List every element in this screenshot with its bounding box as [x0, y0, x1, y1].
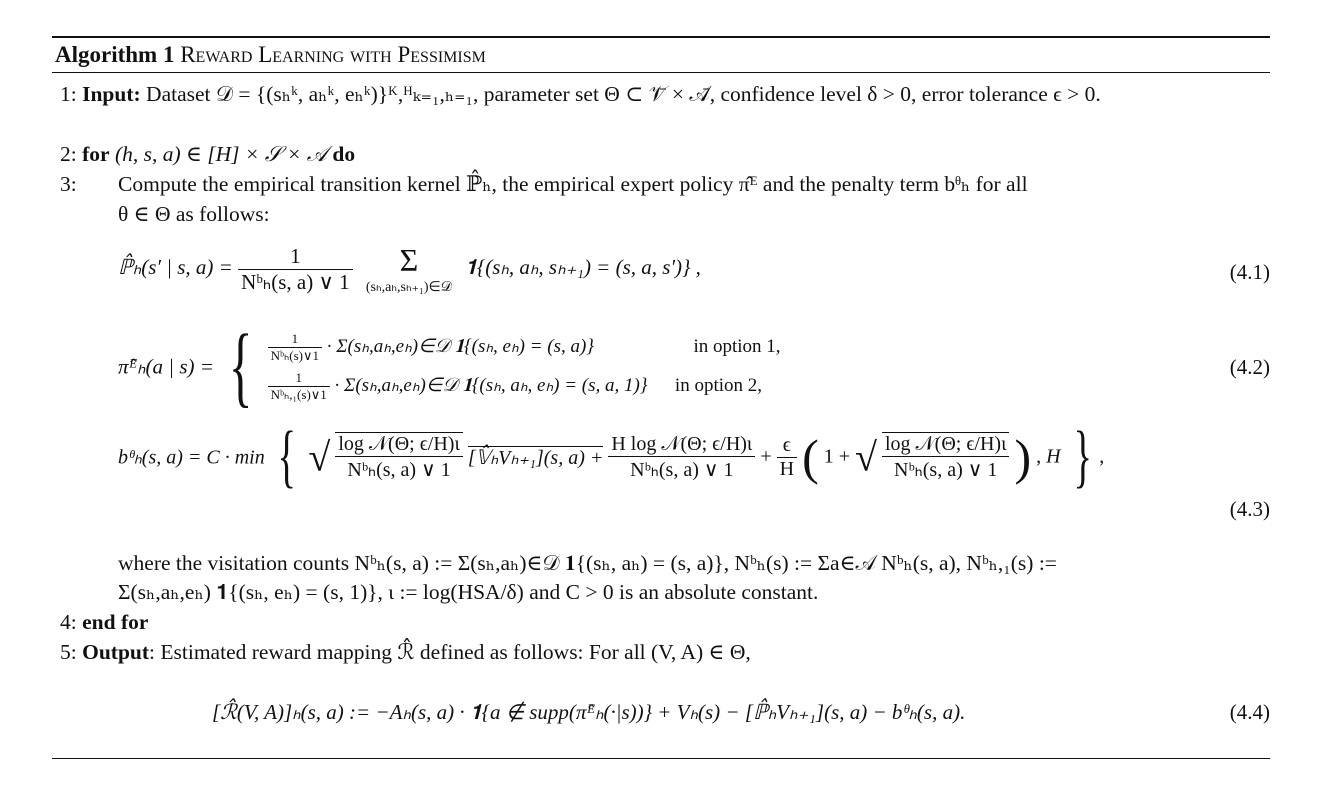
equation-4-4: [ℛ̂(V, A)]ₕ(s, a) := −Aₕ(s, a) · 𝟏{a ∉ supp(π̂ᴱₕ(·|s))} + Vₕ(s) − [ℙ̂ₕVₕ₊₁](s, a) − bᶿₕ(s, a).	[212, 700, 966, 724]
left-brace: {	[228, 317, 253, 416]
equation-4-1	[118, 242, 701, 296]
eq42-case-2	[268, 370, 781, 403]
line-5	[60, 642, 751, 664]
eq43-fraction-2	[608, 433, 755, 482]
input-keyword: Input:	[82, 82, 141, 106]
eq43-fraction-1	[335, 432, 463, 482]
comma: ,	[1099, 445, 1105, 468]
eq43-fraction-3	[777, 434, 797, 481]
eq43-f4-numerator: log 𝒩(Θ; ϵ/H)ι	[882, 433, 1010, 457]
eq43-fraction-4	[882, 432, 1010, 482]
line-2	[60, 144, 355, 166]
line-3-text-a: Compute the empirical transition kernel ℙ̂ₕ, the empirical expert policy π̂ᴱ and the penalty term bᶿₕ for all	[118, 172, 1028, 196]
equation-tag: (4.3)	[1229, 497, 1270, 521]
line-number: 1:	[60, 82, 77, 106]
eq42-case2-body: · Σ(sₕ,aₕ,eₕ)∈𝒟 𝟏{(sₕ, aₕ, eₕ) = (s, a, 1)}	[334, 374, 648, 396]
eq41-sum-subscript: (sₕ,aₕ,sₕ₊₁)∈𝒟	[365, 280, 452, 295]
equation-4-3	[118, 418, 1105, 495]
algorithm-title: Reward Learning with Pessimism	[180, 42, 486, 67]
do-keyword: do	[332, 142, 356, 166]
algorithm-header	[55, 43, 486, 66]
eq42-case1-denominator: Nᵇₕ(s)∨1	[270, 348, 320, 363]
eq41-sum	[366, 242, 452, 296]
line-3-text-b: θ ∈ Θ as follows:	[118, 202, 270, 226]
line-1	[60, 84, 1101, 106]
eq41-numerator: 1	[238, 244, 353, 270]
eq43-f3-denominator: H	[779, 457, 795, 480]
right-paren: )	[1014, 429, 1032, 485]
eq43-f2-numerator: H log 𝒩(Θ; ϵ/H)ι	[608, 433, 755, 457]
algorithm-label: Algorithm 1	[55, 42, 175, 67]
left-paren: (	[802, 429, 819, 485]
eq43-f1-denominator: Nᵇₕ(s, a) ∨ 1	[347, 459, 451, 481]
input-text: Dataset 𝒟 = {(sₕᵏ, aₕᵏ, eₕᵏ)}ᴷ,ᴴₖ₌₁,ₕ₌₁, parameter set Θ ⊂ 𝒱̄ × 𝒜̄, confidence level δ > 0, error tolerance ϵ > 0.	[146, 82, 1101, 106]
eq42-case2-fraction	[268, 370, 330, 403]
right-brace: }	[1073, 418, 1092, 495]
eq41-lhs: ℙ̂ₕ(s′ | s, a) =	[118, 254, 233, 279]
equation-4-2	[118, 317, 781, 416]
eq43-variance-term: [𝕍̂ₕVₕ₊₁](s, a) +	[467, 446, 604, 469]
top-rule	[52, 36, 1270, 38]
eq41-denominator: Nᵇₕ(s, a) ∨ 1	[241, 269, 350, 294]
for-keyword: for	[82, 142, 110, 166]
bottom-rule	[52, 758, 1270, 759]
eq43-one-plus: 1 +	[823, 445, 850, 468]
eq42-case2-denominator: Nᵇₕ,₁(s)∨1	[270, 387, 327, 402]
line-number: 2:	[60, 142, 77, 166]
eq43-f2-denominator: Nᵇₕ(s, a) ∨ 1	[630, 458, 734, 481]
eq41-fraction	[238, 244, 353, 295]
left-brace: {	[277, 418, 296, 495]
line-4	[60, 612, 148, 634]
eq43-lhs: bᶿₕ(s, a) = C · min	[118, 446, 265, 469]
eq43-f1-numerator: log 𝒩(Θ; ϵ/H)ι	[335, 433, 463, 457]
eq43-f3-numerator: ϵ	[777, 434, 797, 458]
output-text: : Estimated reward mapping ℛ̂ defined as follows: For all (V, A) ∈ Θ,	[149, 640, 751, 664]
where-clause-a: where the visitation counts Nᵇₕ(s, a) := Σ(sₕ,aₕ)∈𝒟 𝟏{(sₕ, aₕ) = (s, a)}, Nᵇₕ(s) := Σa∈𝒜 Nᵇₕ(s, a), Nᵇₕ,₁(s) :=	[118, 551, 1057, 575]
eq43-f4-denominator: Nᵇₕ(s, a) ∨ 1	[894, 459, 998, 481]
sqrt-sign: √	[855, 434, 877, 480]
eq42-case-1	[268, 331, 781, 364]
eq41-sum-symbol: Σ	[399, 242, 419, 278]
eq42-case2-condition: in option 2,	[674, 374, 763, 396]
equation-tag: (4.1)	[1229, 260, 1270, 284]
for-range: (h, s, a) ∈ [H] × 𝒮 × 𝒜	[114, 142, 328, 166]
sqrt-sign: √	[308, 434, 331, 480]
where-clause-b: Σ(sₕ,aₕ,eₕ) 𝟏{(sₕ, eₕ) = (s, 1)}, ι := log(HSA/δ) and C > 0 is an absolute constant.	[118, 580, 819, 604]
header-rule	[52, 72, 1270, 73]
eq42-case2-numerator: 1	[268, 370, 330, 387]
eq43-tail: , H	[1036, 445, 1061, 468]
eq42-cases	[268, 331, 781, 403]
plus-sign: +	[760, 445, 772, 468]
line-number: 5:	[60, 640, 77, 664]
output-keyword: Output	[82, 640, 150, 664]
equation-tag: (4.2)	[1229, 355, 1270, 379]
equation-tag: (4.4)	[1229, 700, 1270, 724]
eq41-rhs: 𝟏{(sₕ, aₕ, sₕ₊₁) = (s, a, s′)} ,	[465, 254, 701, 279]
eq42-case1-body: · Σ(sₕ,aₕ,eₕ)∈𝒟 𝟏{(sₕ, eₕ) = (s, a)}	[326, 335, 594, 357]
line-3-number: 3:	[60, 172, 77, 196]
eq42-case1-numerator: 1	[268, 331, 322, 348]
line-number: 4:	[60, 610, 77, 634]
end-for-keyword: end for	[82, 610, 149, 634]
eq42-lhs: π̂ᴱₕ(a | s) =	[118, 354, 214, 379]
eq42-case1-fraction	[268, 331, 322, 364]
eq42-case1-condition: in option 1,	[693, 335, 781, 357]
